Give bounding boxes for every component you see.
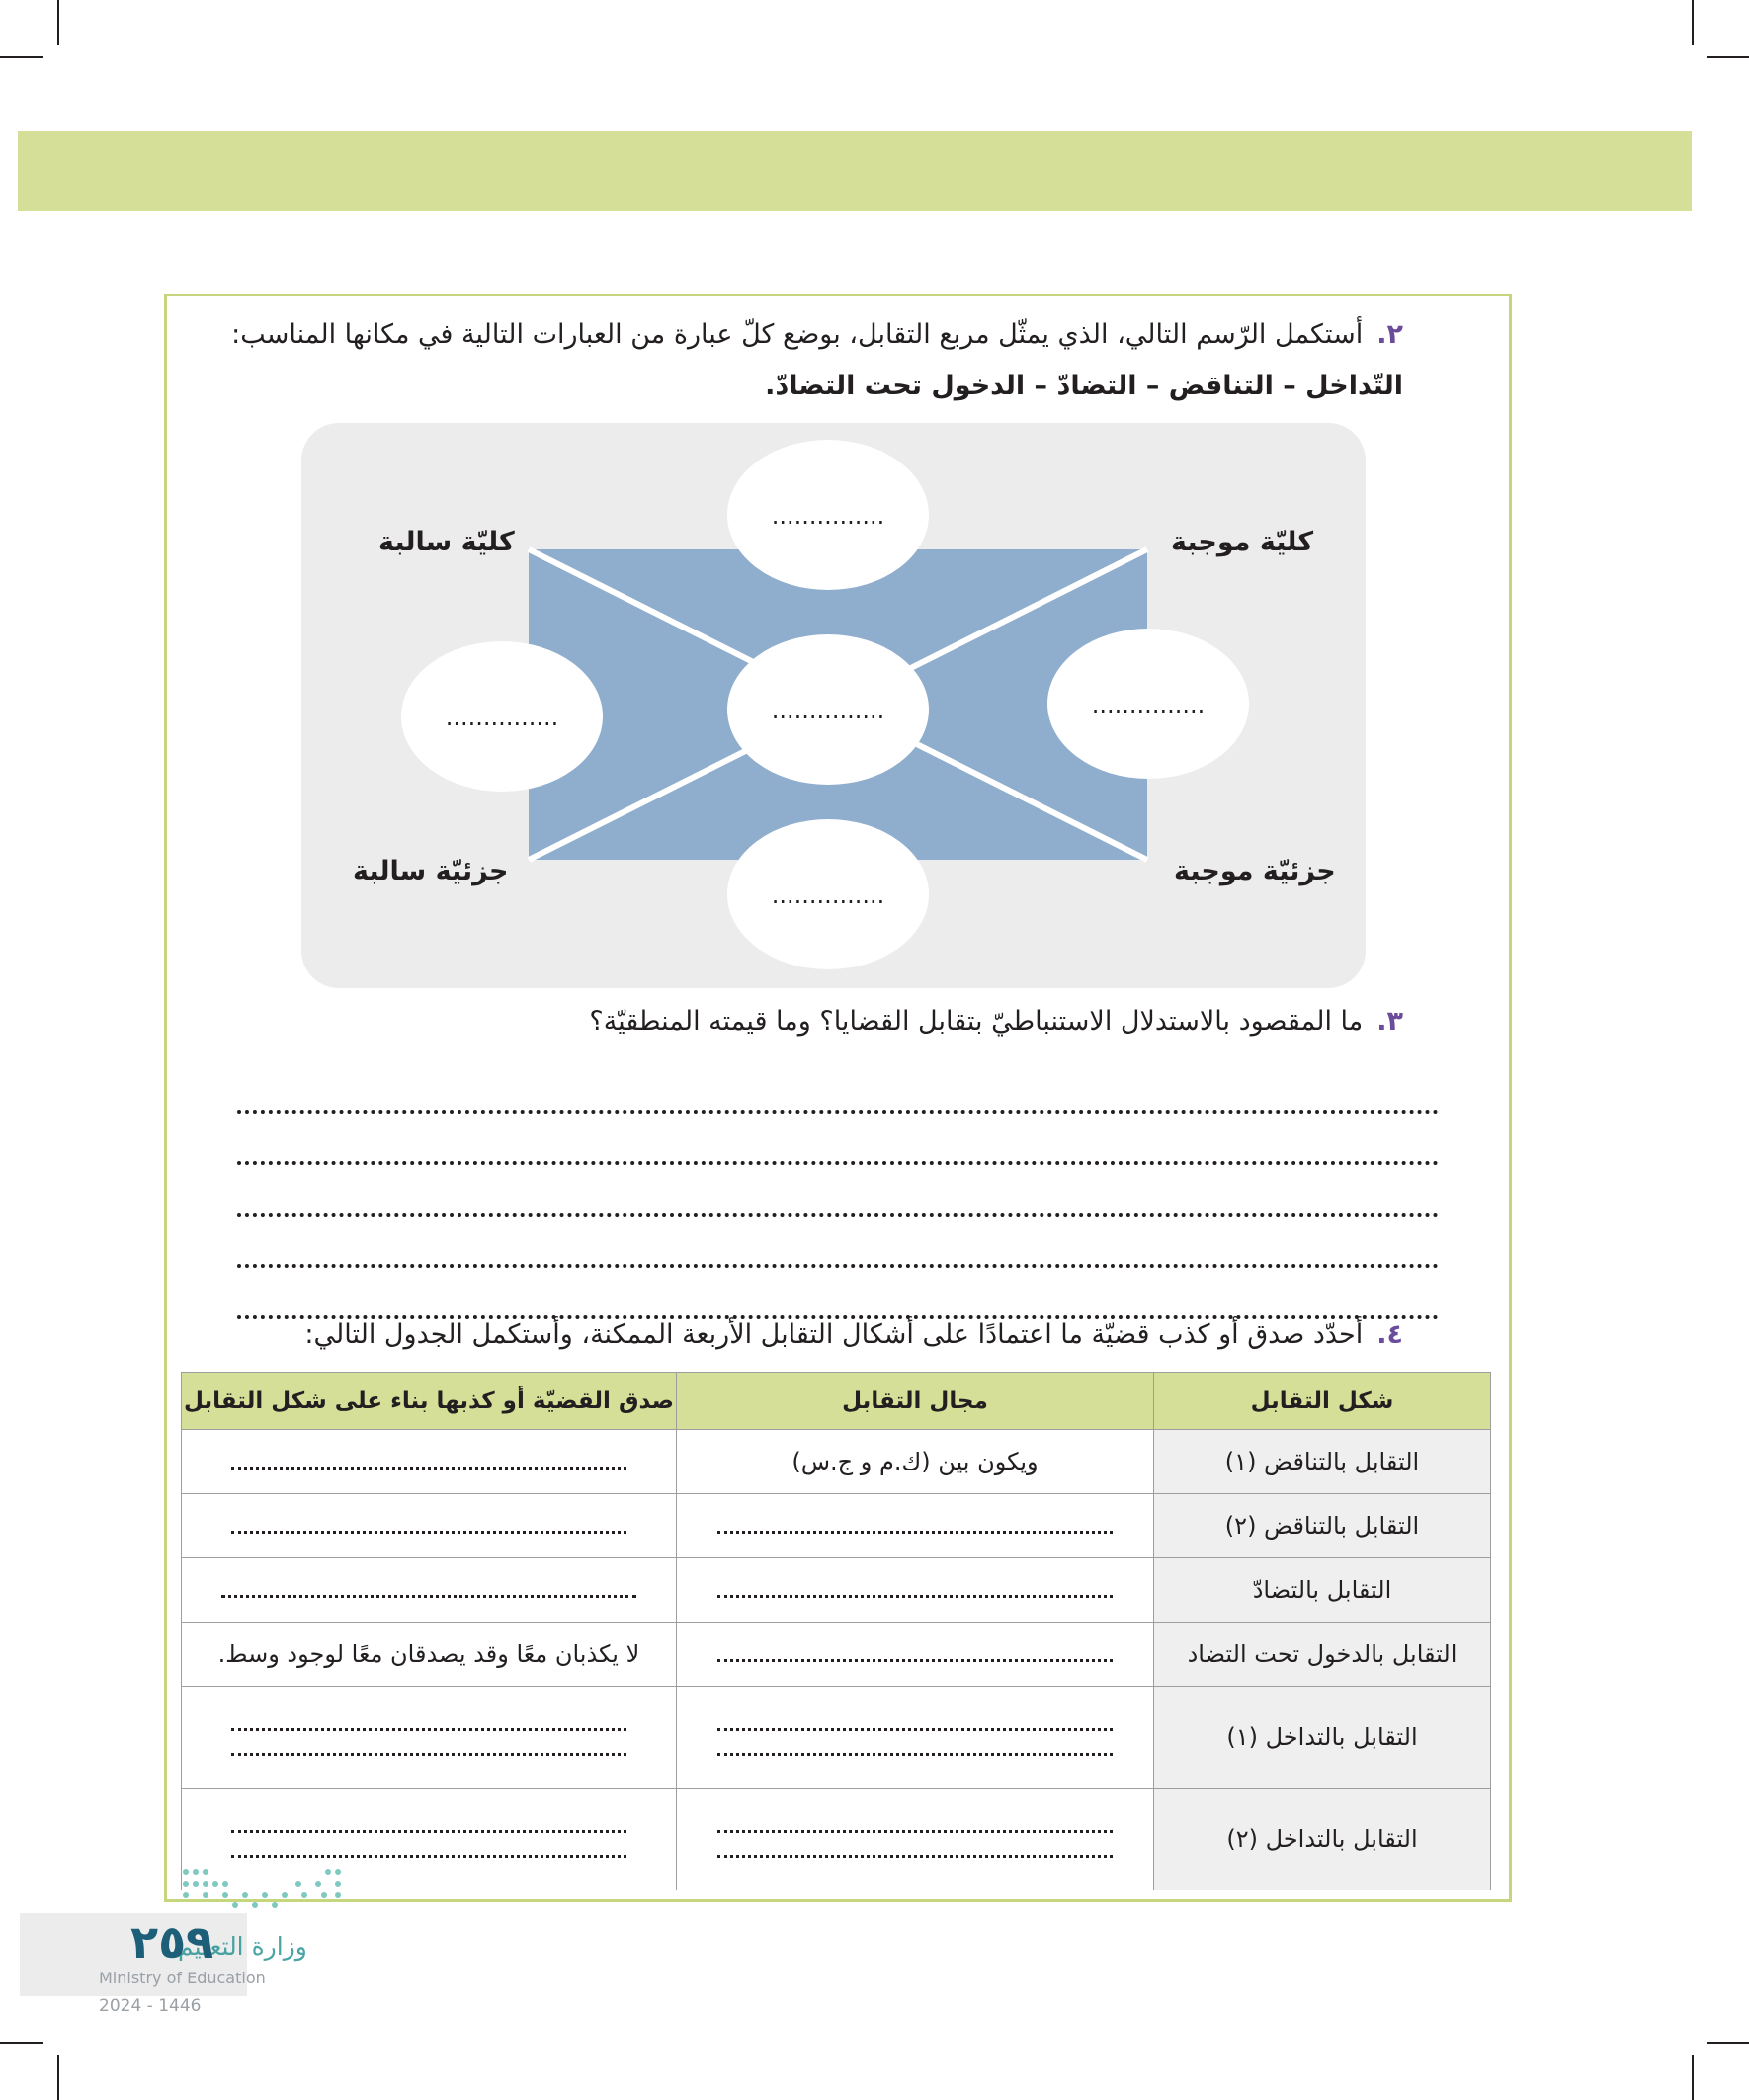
truth-cell[interactable]	[182, 1494, 677, 1558]
crop-mark	[1707, 2042, 1749, 2044]
crop-mark	[1692, 2055, 1694, 2100]
label-particular-negative: جزئيّة سالبة	[353, 856, 509, 886]
field-cell[interactable]	[677, 1687, 1154, 1789]
blank-line[interactable]	[717, 1845, 1113, 1858]
crop-mark	[57, 0, 59, 45]
blank-line[interactable]	[717, 1581, 1113, 1598]
blank-line[interactable]	[231, 1845, 626, 1858]
form-cell: التقابل بالتضادّ	[1154, 1558, 1491, 1623]
answer-line[interactable]	[237, 1062, 1439, 1114]
truth-cell[interactable]	[182, 1430, 677, 1494]
ministry-logo-dots-icon	[180, 1864, 350, 1911]
question-text: أستكمل الرّسم التالي، الذي يمثّل مربع التقابل، بوضع كلّ عبارة من العبارات التالية في مكانها المناسب:	[231, 319, 1364, 350]
question-text: ما المقصود بالاستدلال الاستنباطيّ بتقابل القضايا؟ وما قيمته المنطقيّة؟	[589, 1006, 1364, 1037]
page-number: ٢٥٩	[130, 1915, 214, 1969]
field-cell[interactable]	[677, 1494, 1154, 1558]
ministry-name-arabic: وزارة التعليم	[178, 1932, 307, 1961]
truth-cell[interactable]	[182, 1558, 677, 1623]
blank-line[interactable]	[717, 1645, 1113, 1662]
crop-mark	[57, 2055, 59, 2100]
table-header-row	[182, 1373, 1491, 1430]
crop-mark	[1692, 0, 1694, 45]
question-text: أحدّد صدق أو كذب قضيّة ما اعتمادًا على أشكال التقابل الأربعة الممكنة، وأستكمل الجدول التالي:	[304, 1319, 1364, 1350]
column-header: شكل التقابل	[1154, 1373, 1491, 1430]
field-cell[interactable]	[677, 1789, 1154, 1890]
answer-lines	[237, 1062, 1443, 1319]
column-header: مجال التقابل	[677, 1373, 1154, 1430]
answer-line[interactable]	[237, 1268, 1439, 1319]
blank-text: ...............	[771, 882, 885, 909]
blank-text: ...............	[771, 697, 885, 724]
blank-line[interactable]	[717, 1517, 1113, 1534]
question-2	[231, 319, 1403, 350]
blank-line[interactable]	[717, 1719, 1113, 1731]
field-cell[interactable]	[677, 1558, 1154, 1623]
question-2-terms: التّداخل – التناقض – التضادّ – الدخول تحت التضادّ.	[765, 371, 1403, 401]
opposition-table	[181, 1372, 1491, 1890]
table-row	[182, 1558, 1491, 1623]
header-band	[18, 131, 1692, 211]
crop-mark	[1707, 56, 1749, 58]
blank-text: ...............	[771, 502, 885, 530]
question-number: ٣.	[1376, 1006, 1403, 1037]
truth-cell[interactable]	[182, 1687, 677, 1789]
blank-line[interactable]	[231, 1453, 626, 1470]
table-row	[182, 1430, 1491, 1494]
question-number: ٢.	[1376, 319, 1403, 350]
form-cell: التقابل بالتداخل (٢)	[1154, 1789, 1491, 1890]
blank-line[interactable]	[231, 1719, 626, 1731]
blank-line[interactable]	[231, 1820, 626, 1833]
blank-line[interactable]	[231, 1517, 626, 1534]
table-row	[182, 1687, 1491, 1789]
edition-year: 2024 - 1446	[99, 1996, 202, 2016]
label-universal-negative: كليّة سالبة	[378, 527, 515, 557]
blank-text: ...............	[445, 704, 559, 731]
form-cell: التقابل بالتداخل (١)	[1154, 1687, 1491, 1789]
table-row	[182, 1623, 1491, 1687]
blank-line[interactable]	[717, 1820, 1113, 1833]
answer-line[interactable]	[237, 1217, 1439, 1268]
blank-line[interactable]	[231, 1743, 626, 1756]
form-cell: التقابل بالدخول تحت التضاد	[1154, 1623, 1491, 1687]
column-header: صدق القضيّة أو كذبها بناء على شكل التقابل	[182, 1373, 677, 1430]
truth-cell: لا يكذبان معًا وقد يصدقان معًا لوجود وسط.	[182, 1623, 677, 1687]
question-4	[304, 1319, 1403, 1350]
answer-line[interactable]	[237, 1165, 1439, 1217]
question-3	[589, 1006, 1403, 1037]
field-cell[interactable]	[677, 1623, 1154, 1687]
blank-line[interactable]	[221, 1581, 636, 1598]
blank-line[interactable]	[717, 1743, 1113, 1756]
form-cell: التقابل بالتناقض (٢)	[1154, 1494, 1491, 1558]
form-cell: التقابل بالتناقض (١)	[1154, 1430, 1491, 1494]
crop-mark	[0, 2042, 43, 2044]
table-row	[182, 1789, 1491, 1890]
label-particular-affirmative: جزئيّة موجبة	[1174, 856, 1336, 886]
ministry-name-english: Ministry of Education	[99, 1969, 266, 1987]
answer-line[interactable]	[237, 1114, 1439, 1165]
field-cell: ويكون بين (ك.م و ج.س)	[677, 1430, 1154, 1494]
square-of-opposition	[301, 423, 1366, 988]
label-universal-affirmative: كليّة موجبة	[1171, 527, 1314, 557]
table-row	[182, 1494, 1491, 1558]
blank-text: ...............	[1091, 691, 1206, 718]
crop-mark	[0, 56, 43, 58]
question-number: ٤.	[1376, 1319, 1403, 1350]
